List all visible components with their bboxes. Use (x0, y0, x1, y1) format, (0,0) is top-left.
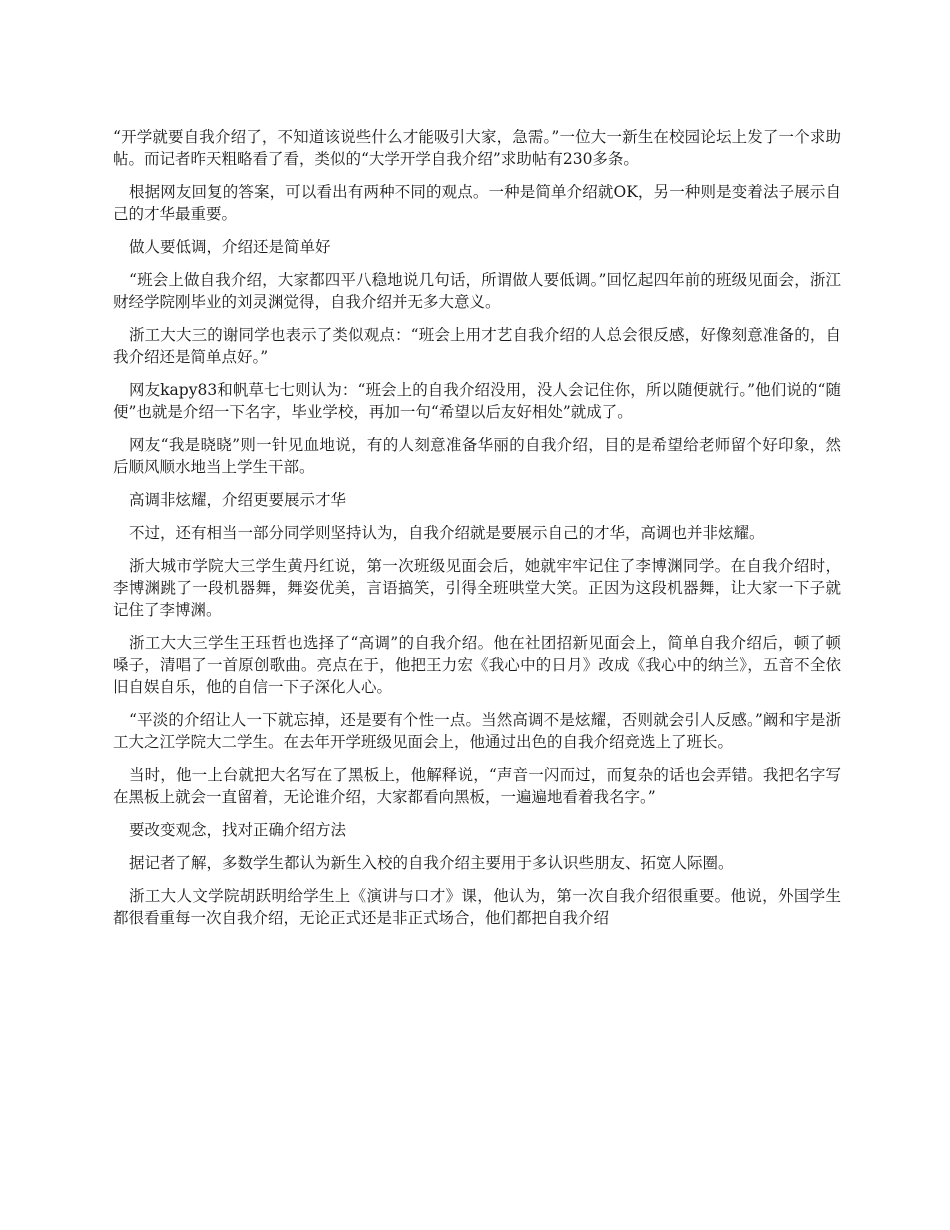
paragraph: 根据网友回复的答案，可以看出有两种不同的观点。一种是简单介绍就OK，另一种则是变着法子展示自己的才华最重要。 (113, 183, 841, 223)
paragraph: 浙工大大三学生王珏哲也选择了“高调”的自我介绍。他在社团招新见面会上，简单自我介绍后，顿了顿嗓子，清唱了一首原创歌曲。亮点在于，他把王力宏《我心中的日月》改成《我心中的纳兰》，五音不全依旧自娱自乐，他的自信一下子深化人心。 (113, 634, 841, 696)
paragraph: 浙大城市学院大三学生黄丹红说，第一次班级见面会后，她就牢牢记住了李博渊同学。在自我介绍时，李博渊跳了一段机器舞，舞姿优美，言语搞笑，引得全班哄堂大笑。正因为这段机器舞，让大家一下子就记住了李博渊。 (113, 557, 841, 619)
paragraph: 网友“我是晓晓”则一针见血地说，有的人刻意准备华丽的自我介绍，目的是希望给老师留个好印象，然后顺风顺水地当上学生干部。 (113, 436, 841, 476)
paragraph: “平淡的介绍让人一下就忘掉，还是要有个性一点。当然高调不是炫耀，否则就会引人反感。”阚和宇是浙工大之江学院大二学生。在去年开学班级见面会上，他通过出色的自我介绍竞选上了班长。 (113, 711, 841, 751)
section-heading-change-mindset: 要改变观念，找对正确介绍方法 (129, 821, 347, 839)
section-heading-show-talent: 高调非炫耀，介绍更要展示才华 (129, 491, 347, 509)
section-heading-low-key: 做人要低调，介绍还是简单好 (129, 238, 331, 256)
document-body (113, 126, 841, 940)
paragraph: 网友kapy83和帆草七七则认为：“班会上的自我介绍没用，没人会记住你，所以随便就行。”他们说的“随便”也就是介绍一下名字，毕业学校，再加一句“希望以后友好相处”就成了。 (113, 381, 841, 421)
paragraph: 浙工大大三的谢同学也表示了类似观点：“班会上用才艺自我介绍的人总会很反感，好像刻意准备的，自我介绍还是简单点好。” (113, 326, 841, 366)
paragraph: 浙工大人文学院胡跃明给学生上《演讲与口才》课，他认为，第一次自我介绍很重要。他说，外国学生都很看重每一次自我介绍，无论正式还是非正式场合，他们都把自我介绍 (113, 887, 841, 927)
paragraph: 不过，还有相当一部分同学则坚持认为，自我介绍就是要展示自己的才华，高调也并非炫耀。 (129, 524, 765, 542)
paragraph-intro: “开学就要自我介绍了，不知道该说些什么才能吸引大家，急需。”一位大一新生在校园论坛上发了一个求助帖。而记者昨天粗略看了看，类似的“大学开学自我介绍”求助帖有230多条。 (113, 128, 841, 168)
paragraph: 当时，他一上台就把大名写在了黑板上，他解释说，“声音一闪而过，而复杂的话也会弄错。我把名字写在黑板上就会一直留着，无论谁介绍，大家都看向黑板，一遍遍地看着我名字。” (113, 766, 841, 806)
paragraph: 据记者了解，多数学生都认为新生入校的自我介绍主要用于多认识些朋友、拓宽人际圈。 (129, 854, 734, 872)
paragraph: “班会上做自我介绍，大家都四平八稳地说几句话，所谓做人要低调。”回忆起四年前的班级见面会，浙江财经学院刚毕业的刘灵渊觉得，自我介绍并无多大意义。 (113, 271, 841, 311)
